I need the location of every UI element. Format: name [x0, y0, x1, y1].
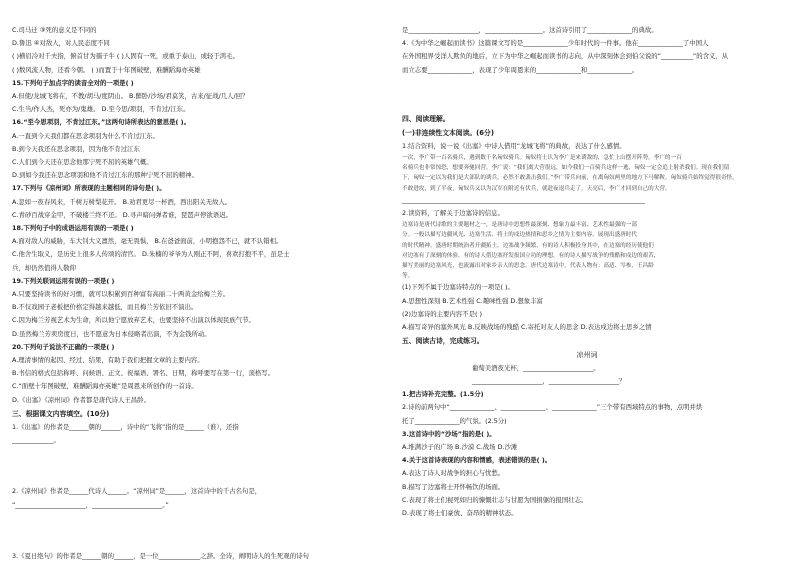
text-line: D.虽然梅兰芳卖房度日，也不愿意为日本侵略者出演，不为金钱所动。: [12, 329, 211, 338]
text-line: (2)边塞诗的主要内容不是( ): [402, 309, 482, 318]
text-line: 是______________________，__________________。这首诗引用了______________的典故。: [402, 26, 658, 34]
reading-passage-line: 边塞诗是唐代诗歌的主要题材之一，是唐诗中思想性最深刻、想象力最丰富、艺术性最强的一部: [402, 222, 637, 229]
text-line: C.人们到今天还在思念他那宁死不屈的英雄气概。: [12, 158, 153, 167]
text-line: B.描写了边塞将士开怀畅饮的场面。: [402, 482, 505, 491]
text-line: A.但使/龙城飞将在，不教/胡马/度阴山。 B.醉卧/沙场/君莫笑，古来/征战/几人/回？: [12, 92, 249, 101]
question-stem: 20.下列句子说法不正确的一项是( ): [12, 342, 115, 351]
text-line: A.描写奇异的塞外风光 B.反映战场的残酷 C.寄托对友人的思念 D.表达戍边将士思乡之情: [402, 323, 652, 332]
text-line: A.堆满沙子的广场 B.沙漠 C.战场 D.沙滩: [402, 443, 518, 452]
question-stem: 19.下列关联词运用有误的一项是( ): [12, 276, 115, 285]
text-line: 而立志要______________，表现了少年周恩来的______________和______________。: [402, 65, 639, 74]
poem-title: 凉州词: [576, 351, 598, 360]
reading-passage-line: 描写美丽的边塞风光，也流露出对家乡亲人的思念。唐代边塞诗中，代表人物有：高适、岑参、王昌龄: [402, 263, 654, 270]
text-line: B.书信的格式包括称呼、问候语、正文、祝福语、署名、日期，称呼要写在第一行，顶格写。: [12, 369, 275, 378]
text-line: ( )横眉冷对千夫指，俯首甘为孺子牛 ( )人固有一死，或重于泰山，或轻于鸿毛。: [12, 52, 239, 61]
question-stem: 4.关于这首诗表现的内容和情感，表述错误的是( )。: [402, 456, 552, 465]
reading-passage-line: 下，匈奴一定以为我们是大部队的诱兵，必然不敢袭击我们。”李广带兵向前，在离匈奴两里的地方下马解鞍。匈奴骑兵始终觉得很奇怪，: [402, 175, 738, 182]
reading-passage-line: 一次，李广带一百名骑兵，遇到数千名匈奴骑兵。匈奴将士认为李广是来诱敌的，急忙上山摆开阵势。李广的一百: [402, 155, 682, 162]
text-line: ( )数风流人物，还看今朝。 ( )而置于十年图破壁，难酬蹈海亦英雄: [12, 65, 201, 74]
text-line: C.表现了将士们视死如归的慷慨壮志与甘愿为国捐躯的报国壮志。: [402, 495, 588, 504]
text-line: D.到如今我还在思念项羽和他不肯过江东的那种宁死不屈的精神。: [12, 171, 198, 180]
reading-passage-line: 名骑兵也非常惊恐，想要奔驰回营。李广说：“我们离大营很远，如今我们一百骑兵这样一逃，匈奴一定会追上射杀我们。现在我们留: [402, 165, 730, 172]
text-line: A.一直到今天我们都在思念项羽为什么不肯过江东。: [12, 131, 159, 140]
text-line: D.《出塞》《凉州词》作者都是唐代诗人王昌龄。: [12, 395, 150, 404]
text-line: A.思想性深刻 B.艺术性强 C.趣味性强 D.想象丰富: [402, 296, 543, 305]
section-heading: 四、阅读理解。: [402, 114, 450, 123]
text-line: C.“面壁十年图破壁，难酬蹈海亦英雄”是周恩来所创作的一首诗。: [12, 382, 198, 391]
text-line: C.因为梅兰芳视艺术为生命，所以他宁愿放弃艺术，也要坚持不出演以体现民族气节。: [12, 316, 255, 325]
question-stem: 17.下列与《凉州词》所表现的主题相同的诗句是( )。: [12, 184, 166, 193]
question-stem: 1.把古诗补充完整。(1.5分): [402, 390, 484, 399]
text-line: 兵，却仍然值得人敬仰: [12, 263, 76, 272]
text-line: A.忽如一夜春风来，千树万树梨花开。 B.劝君更尽一杯酒，西出阳关无故人。: [12, 197, 232, 206]
section-heading: (一)非连续性文本阅读。(6分): [402, 128, 494, 137]
poem-line: ______________________，______________________？: [472, 377, 626, 386]
text-line: A.只要坚持读书的好习惯，就可以积累到百种富有高丽二十两黄金给梅兰芳。: [12, 290, 230, 299]
text-line: (1)下列不属于边塞诗特点的一项是( )。: [402, 283, 514, 292]
poem-block: [402, 348, 772, 388]
text-line: C.他舍生取义，是历史上很多人传颂的清官。 D.朱楠的爷爷为人刚正不阿，喜欢打抱不平，虽是士: [12, 250, 290, 259]
reading-passage-line: 对边塞有了深刻的体验，有的诗人借边塞抒发报国立功的理想，有的诗人描写战争的残酷和戍边的艰苦，: [402, 252, 660, 259]
text-line: D.表现了将士们豪放、奋昂的精神状态。: [402, 509, 518, 518]
section-heading: 三、根据课文内容填空。(10分): [12, 409, 110, 418]
text-line: B.不仅戏园子老板把价格定得越来越低，而且梅兰芳依旧不演出。: [12, 303, 198, 312]
text-line: D.鲁迅 ④对敌人，对人民态度不同: [12, 39, 110, 48]
text-line: A.理清事情的起因、经过、结果，有助于我们把握文章的主要内容。: [12, 356, 204, 365]
text-line: 4.《为中华之崛起而读书》这篇课文写的是______________少年时代的一件事。他在______________了中国人: [402, 39, 709, 48]
text-line: C.青砂百战穿金甲，不破楼兰终不还。 D.寻声暗问弹者谁，琵琶声停欲语迟。: [12, 210, 232, 219]
poem-line: 葡萄美酒夜光杯，______________________。: [472, 364, 600, 373]
question-stem: 16.“至今思项羽，不肯过江东。”这两句诗所表达的意思是( )。: [12, 118, 190, 127]
text-line: ____________________________________________________________________________: [402, 195, 645, 204]
question-stem: 15.下列句子加点字的读音全对的一项是( ): [12, 78, 134, 87]
text-line: 2.《凉州词》作者是______代诗人______。“凉州词”是______，这首诗中的千古名句是，: [12, 487, 262, 496]
text-line: 3.《夏日绝句》的作者是______朝的______，是一位_____________之辞。全诗，阐明诗人的生死观的诗句: [12, 551, 309, 560]
question-stem: 18.下列句子中的成语运用有误的一项是( ): [12, 224, 134, 233]
reading-passage-line: 不敢进攻，到了半夜，匈奴兵又以为汉军在附近有伏兵，就趁夜退兵走了。天亮后，李广才回到自己的大营。: [402, 185, 671, 192]
spacer: [12, 463, 382, 469]
reading-passage-line: 等。: [402, 273, 414, 280]
question-stem: 3.这首诗中的“沙场”指的是( )。: [402, 429, 496, 438]
section-heading: 五、阅读古诗，完成练习。: [402, 337, 484, 346]
spacer: [402, 93, 772, 96]
text-line: “______________________，______________________。”: [12, 500, 169, 509]
spacer: [12, 528, 382, 534]
text-line: _____________。: [12, 436, 60, 445]
right-section-bottom: [402, 388, 772, 520]
text-line: 在外国租界受洋人欺负的地后，立下为中华之崛起而读书的志向，从中深刻体会到伯父说的“__________”的含义，从: [402, 52, 729, 61]
text-line: C.司马迁 ③死的意义是不同的: [12, 26, 97, 34]
right-column: [402, 24, 772, 561]
text-line: C.生当/作人杰，死亦为/鬼雄。 D.至今思/项羽，不肯过/江东。: [12, 105, 190, 114]
text-line: 2.诗的前两句中“______________、______________、______________”三个带有西域特点的事物，点明并烘: [402, 403, 703, 412]
right-section-top: [402, 24, 772, 348]
text-line: 2.读资料，了解关于边塞诗的信息。: [402, 209, 504, 218]
reading-passage-line: 的时代精神。盛唐时期统治者开疆拓土，边塞战争频繁，有的诗人积极投身其中，在边塞的经历使他们: [402, 242, 654, 249]
text-line: A.表达了诗人对战争的担心与忧愁。: [402, 469, 505, 478]
text-line: 1.《出塞》的作者是______朝的______，诗中的“飞将”指的是______（谁），还指: [12, 422, 239, 431]
text-line: 托了______________的气氛。(2.5分): [402, 416, 507, 425]
left-column: [12, 24, 382, 561]
reading-passage-line: 分。一般以描写边疆风光、边塞生活、将士的戍边热情和思乡之情为主要内容，展现出盛唐时代: [402, 232, 637, 239]
text-line: 1.结合资料，说一说《出塞》中诗人借用“龙城飞将”的典故，表达了什么感情。: [402, 141, 626, 150]
text-line: A.面对敌人的威胁，车大钊大义凛然，毫无畏惧， B.在爸爸面前，小明抱怨不已，就不认错相。: [12, 237, 283, 246]
text-line: B.到今天我还在思念项羽，因为他不肯过江东: [12, 144, 140, 153]
